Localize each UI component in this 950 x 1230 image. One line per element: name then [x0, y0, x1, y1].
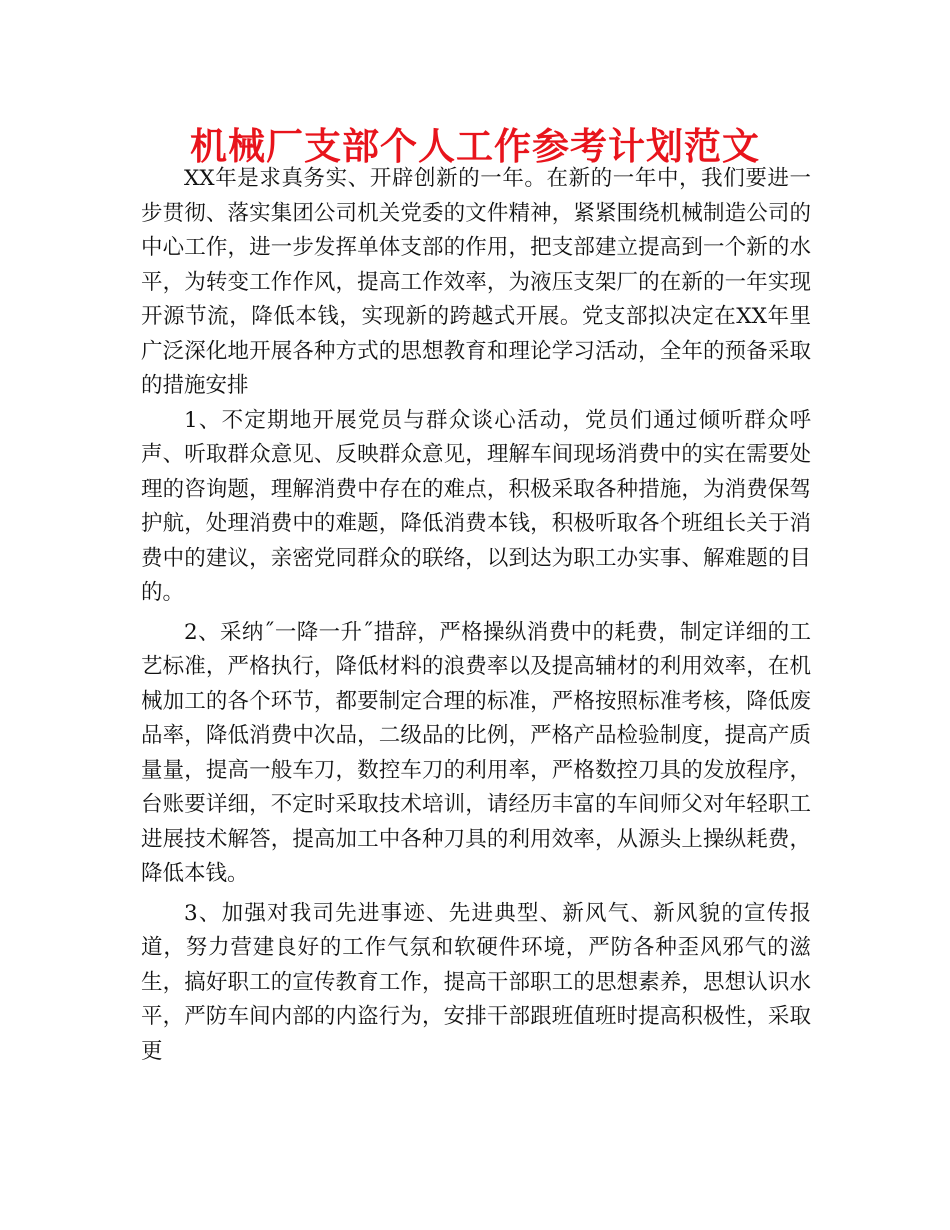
document-body: [141, 162, 811, 1069]
paragraph-item-2: 2、采纳˝一降一升˝措辞，严格操纵消费中的耗费，制定详细的工艺标准，严格执行，降低材料的浪费率以及提高辅材的利用效率，在机械加工的各个环节，都要制定合理的标准，严格按照标准考核，降低废品率，降低消费中次品，二级品的比例，严格产品检验制度，提高产质量量，提高一般车刀，数控车刀的利用率，严格数控刀具的发放程序，台账要详细，不定时采取技术培训，请经历丰富的车间师父对年轻职工进展技术解答，提高加工中各种刀具的利用效率，从源头上操纵耗费，降低本钱。: [141, 619, 811, 886]
paragraph-intro: XX年是求真务实、开辟创新的一年。在新的一年中，我们要进一步贯彻、落实集团公司机关党委的文件精神，紧紧围绕机械制造公司的中心工作，进一步发挥单体支部的作用，把支部建立提高到一个新的水平，为转变工作作风，提高工作效率，为液压支架厂的在新的一年实现开源节流，降低本钱，实现新的跨越式开展。党支部拟决定在XX年里广泛深化地开展各种方式的思想教育和理论学习活动，全年的预备采取的措施安排: [141, 166, 811, 398]
paragraph-item-1: 1、不定期地开展党员与群众谈心活动，党员们通过倾听群众呼声、听取群众意见、反映群众意见，理解车间现场消费中的实在需要处理的咨询题，理解消费中存在的难点，积极采取各种措施，为消费保驾护航，处理消费中的难题，降低消费本钱，积极听取各个班组长关于消费中的建议，亲密党同群众的联络，以到达为职工办实事、解难题的目的。: [141, 407, 811, 605]
paragraph-item-3: 3、加强对我司先进事迹、先进典型、新风气、新风貌的宣传报道，努力营建良好的工作气氛和软硬件环境，严防各种歪风邪气的滋生，搞好职工的宣传教育工作，提高干部职工的思想素养，思想认识水平，严防车间内部的内盗行为，安排干部跟班值班时提高积极性，采取更: [141, 900, 811, 1064]
document-title: 机械厂支部个人工作参考计划范文: [190, 125, 760, 168]
